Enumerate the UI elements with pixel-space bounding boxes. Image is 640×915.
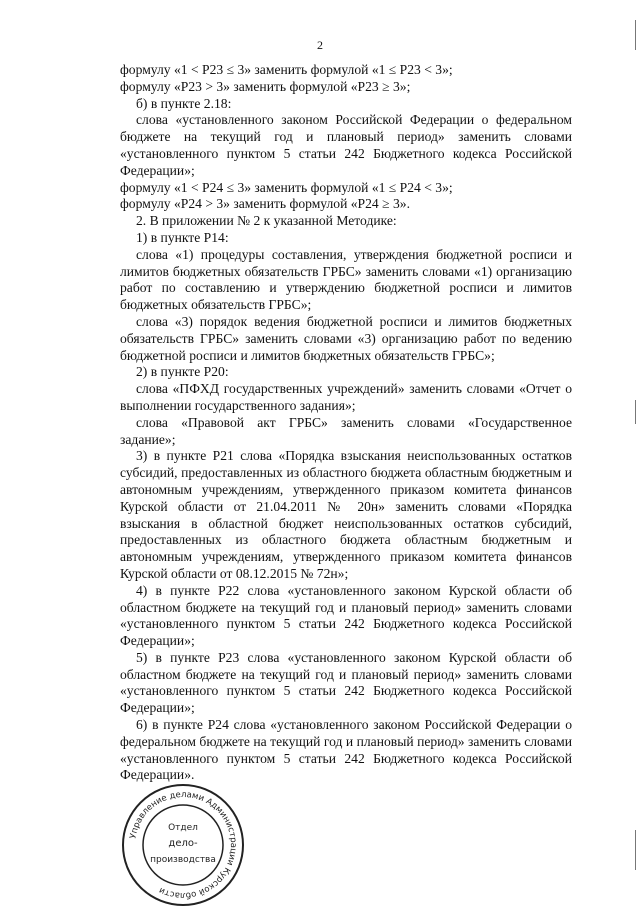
scan-edge-mark [635,830,636,870]
stamp-center-text: Отдел [168,823,198,833]
paragraph: 5) в пункте Р23 слова «установленного законом Курской области об областном бюджете на текущий год и плановый период» заменить словами «установленного пунктом 5 статьи 242 Бюджетного кодекса Российской Федерации»; [120,649,572,716]
paragraph: 6) в пункте Р24 слова «установленного законом Российской Федерации о федеральном бюджете на текущий год и плановый период» заменить словами «установленного пунктом 5 статьи 242 Бюджетного кодекса Российской Федерации». [120,717,572,783]
paragraph: слова «установленного законом Российской Федерации о федеральном бюджете на текущий год и плановый период» заменить словами «установленного пунктом 5 статьи 242 Бюджетного кодекса Российской Федерации»; [120,112,572,178]
paragraph: слова «1) процедуры составления, утверждения бюджетной росписи и лимитов бюджетных обязательств ГРБС» заменить словами «1) организацию работ по составлению и утверждению бюджетной росписи и лимитов бюджетных обязательств ГРБС»; [120,246,572,313]
paragraph: слова «Правовой акт ГРБС» заменить словами «Государственное задание»; [120,414,572,447]
paragraph: 2) в пункте Р20: [136,364,229,380]
stamp-center-text: производства [150,855,216,865]
paragraph: б) в пункте 2.18: [136,95,232,111]
paragraph: формулу «Р24 > 3» заменить формулой «Р24 ≥ 3». [120,196,410,212]
page-number: 2 [317,38,323,52]
document-body [120,62,572,784]
paragraph: формулу «1 < Р24 ≤ 3» заменить формулой «1 ≤ Р24 < 3»; [120,179,453,195]
stamp-center-text: дело- [168,838,198,849]
office-stamp [118,780,248,910]
stamp-seal-icon [118,780,248,910]
scan-edge-mark [635,400,636,424]
paragraph: слова «3) порядок ведения бюджетной росписи и лимитов бюджетных обязательств ГРБС» заменить словами «3) организацию работ по ведению бюджетной росписи и лимитов бюджетных обязательств ГРБС»; [120,313,572,363]
stamp-ring-text: Управление делами Администрации Курской области [128,789,239,901]
paragraph: формулу «1 < Р23 ≤ 3» заменить формулой «1 ≤ Р23 < 3»; [120,62,453,77]
scan-edge-mark [635,20,636,50]
paragraph: 1) в пункте Р14: [136,229,229,245]
paragraph: 2. В приложении № 2 к указанной Методике: [136,213,397,229]
paragraph: формулу «Р23 > 3» заменить формулой «Р23 ≥ 3»; [120,78,411,94]
paragraph: 4) в пункте Р22 слова «установленного законом Курской области об областном бюджете на текущий год и плановый период» заменить словами «установленного пунктом 5 статьи 242 Бюджетного кодекса Российской Федерации»; [120,582,572,649]
paragraph: слова «ПФХД государственных учреждений» заменить словами «Отчет о выполнении государственного задания»; [120,381,572,413]
paragraph: 3) в пункте Р21 слова «Порядка взыскания неиспользованных остатков субсидий, предоставленных из областного бюджета областным бюджетным и автономным учреждениям, утвержденного приказом комитета финансов Курской области от 21.04.2011 № 20н» заменить словами «Порядка взыскания в областной бюджет неиспользованных остатков субсидий, предоставленных из областного бюджета областным бюджетным и автономным учреждениям, утвержденного приказом комитета финансов Курской области от 08.12.2015 № 72н»; [120,448,572,581]
